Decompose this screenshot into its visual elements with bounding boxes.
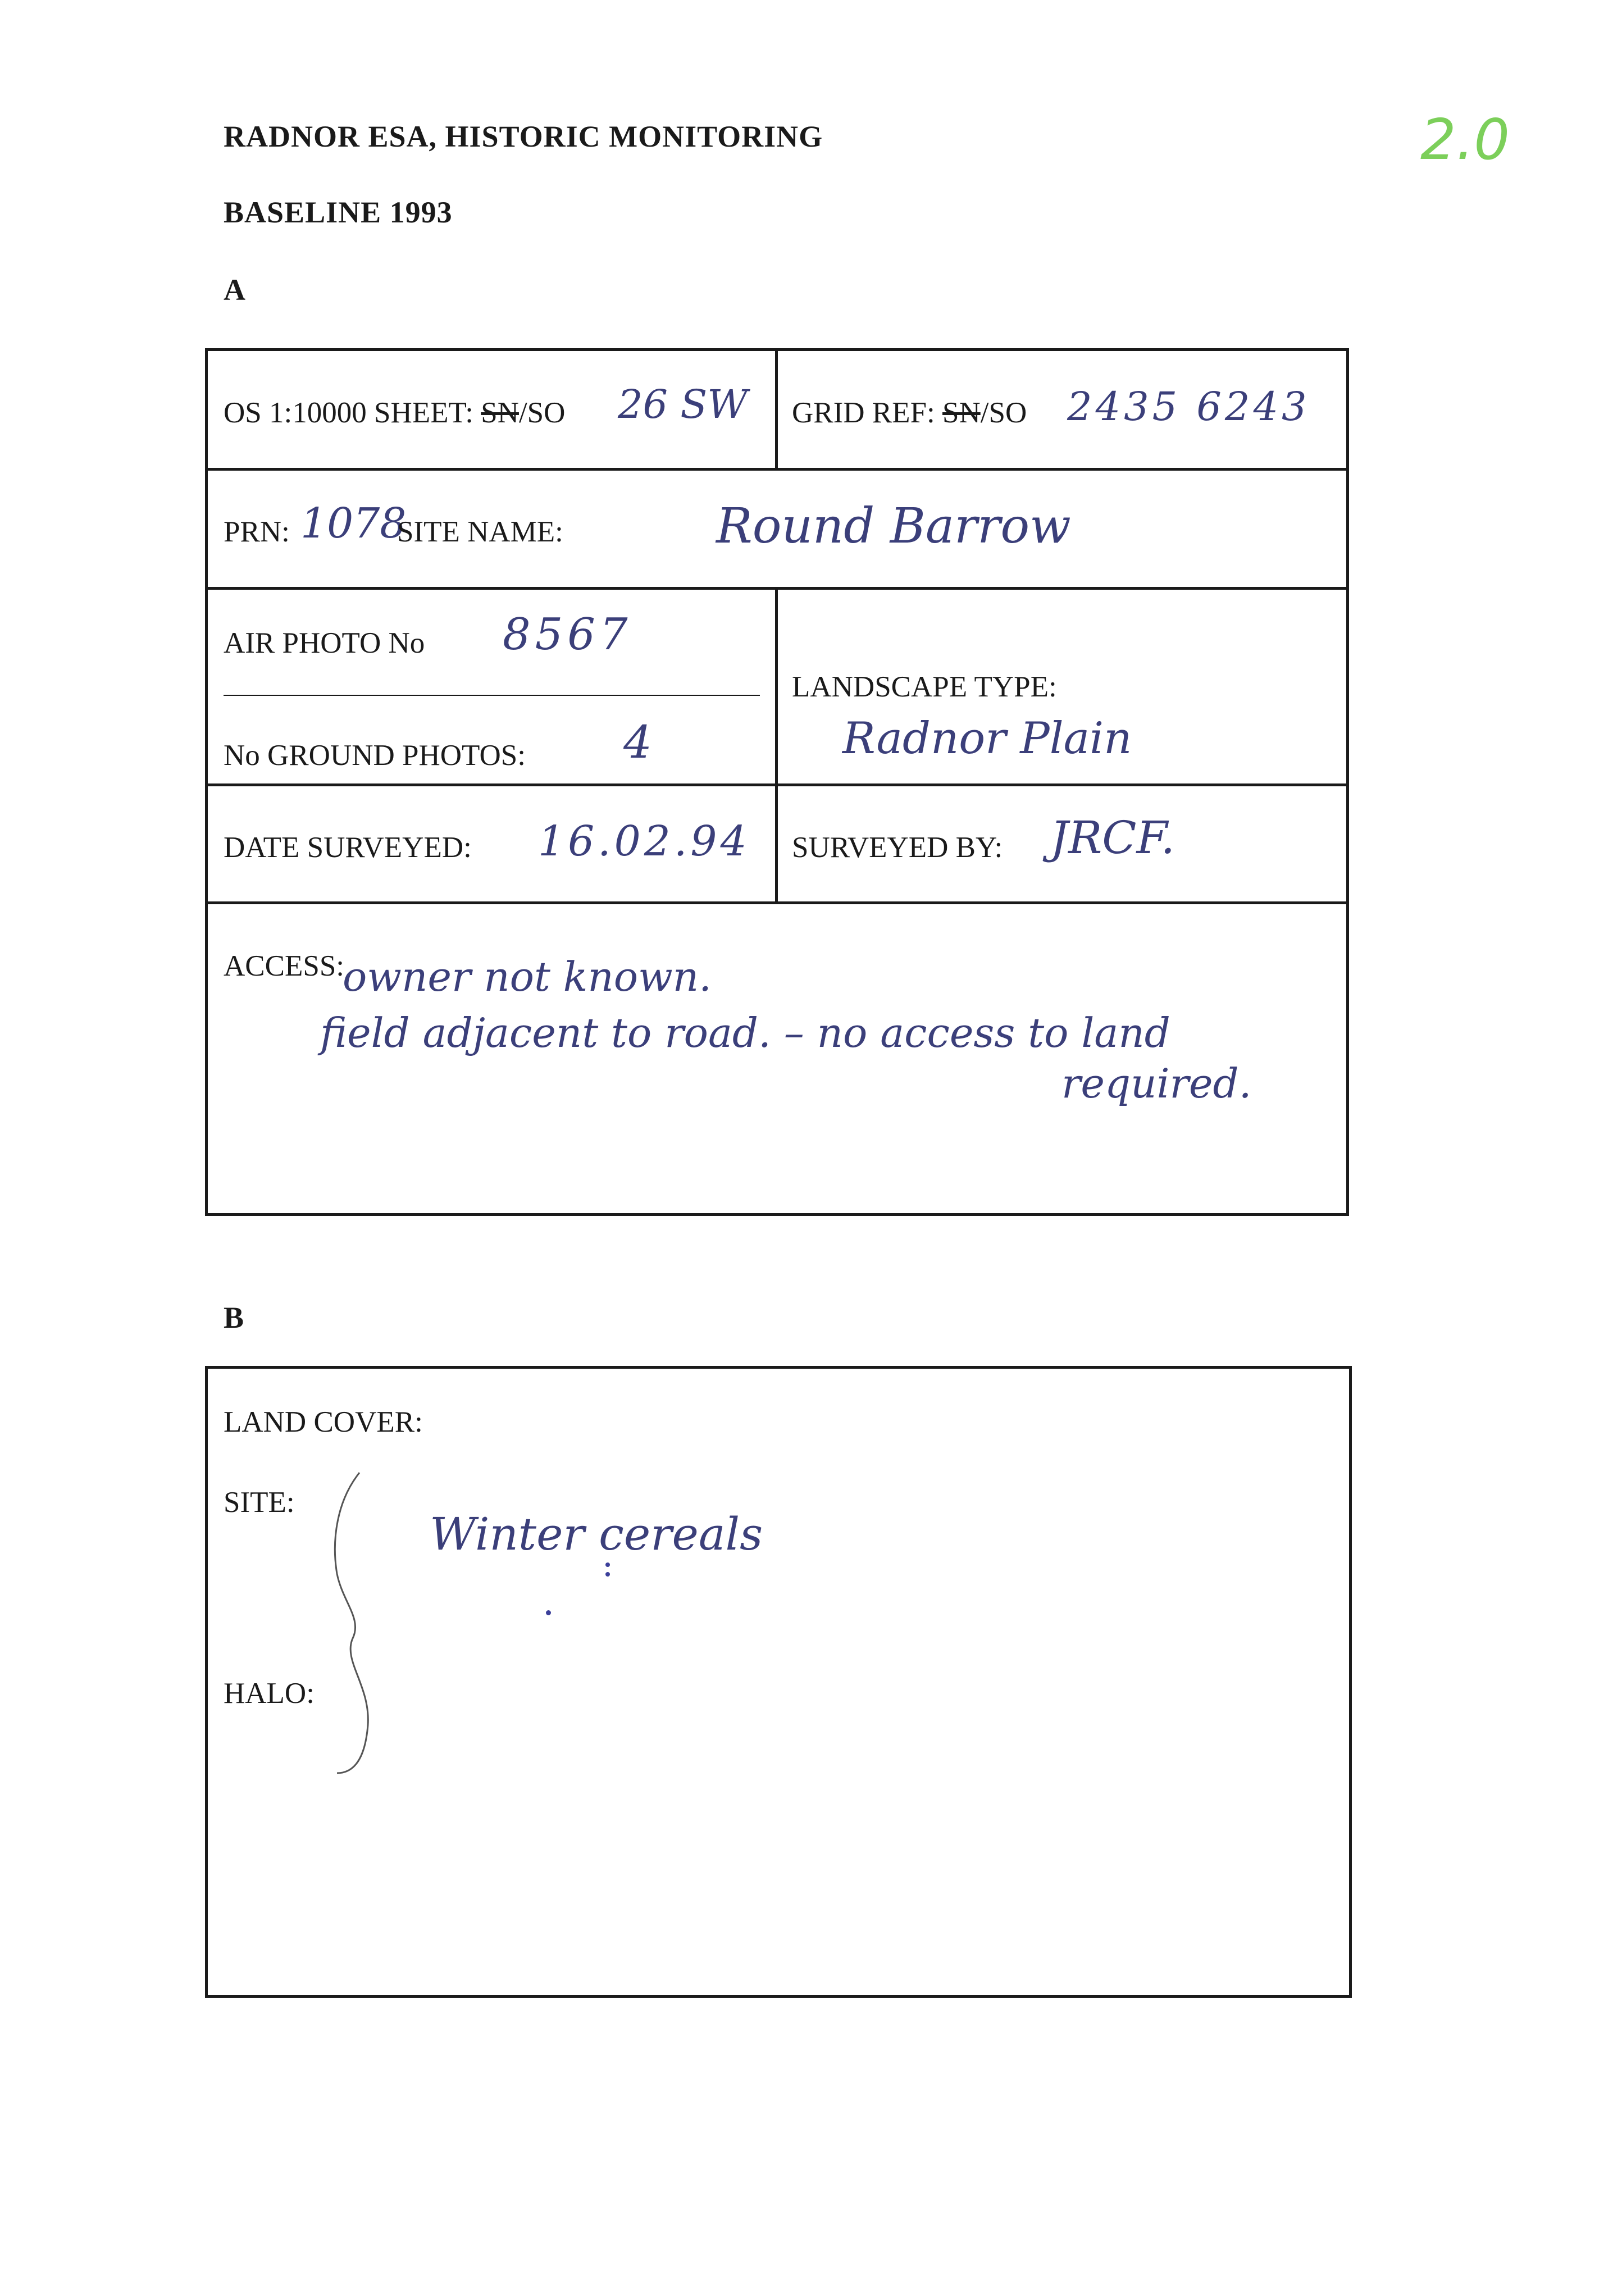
ink-dot	[605, 1562, 610, 1567]
site-name-label: SITE NAME:	[397, 516, 563, 548]
prn-value: 1078	[300, 499, 407, 548]
ground-photos-label: No GROUND PHOTOS:	[224, 739, 526, 772]
os-sheet-prefix: /SO	[518, 397, 566, 429]
divider	[775, 351, 778, 468]
ink-dot	[605, 1572, 610, 1577]
ground-photos-value: 4	[623, 716, 652, 768]
landscape-type-label: LANDSCAPE TYPE:	[792, 671, 1057, 703]
landscape-type-value: Radnor Plain	[842, 713, 1132, 764]
os-sheet-prefix-struck: SN	[481, 397, 519, 429]
divider	[208, 468, 1346, 471]
access-line-1: owner not known.	[343, 953, 712, 1000]
brace-mark	[320, 1467, 399, 1782]
access-label: ACCESS:	[224, 950, 345, 982]
divider	[775, 587, 778, 901]
land-cover-label: LAND COVER:	[224, 1406, 423, 1438]
ink-dot	[546, 1610, 551, 1615]
grid-ref-field	[792, 396, 1027, 430]
air-photo-value: 8567	[503, 609, 632, 660]
os-sheet-field	[224, 396, 565, 430]
site-label: SITE:	[224, 1486, 295, 1519]
grid-ref-label: GRID REF:	[792, 397, 935, 429]
halo-label: HALO:	[224, 1677, 315, 1710]
grid-ref-value: 2435 6243	[1067, 384, 1310, 430]
surveyed-by-value: JRCF.	[1050, 812, 1175, 864]
access-line-3: required.	[1061, 1060, 1252, 1107]
surveyed-by-label: SURVEYED BY:	[792, 831, 1003, 864]
section-a-box	[205, 348, 1349, 1216]
os-sheet-value: 26 SW	[618, 381, 748, 427]
date-surveyed-label: DATE SURVEYED:	[224, 831, 472, 864]
divider	[208, 901, 1346, 904]
section-b-heading: B	[224, 1301, 245, 1334]
grid-ref-prefix: /SO	[980, 397, 1027, 429]
site-name-value: Round Barrow	[716, 498, 1071, 554]
access-line-2: field adjacent to road. – no access to land	[320, 1009, 1170, 1056]
section-a-heading: A	[224, 273, 246, 307]
baseline-heading: BASELINE 1993	[224, 195, 453, 229]
prn-label: PRN:	[224, 516, 290, 548]
grid-ref-prefix-struck: SN	[942, 397, 981, 429]
section-b-box	[205, 1366, 1352, 1998]
air-photo-underline	[224, 695, 760, 696]
date-surveyed-value: 16.02.94	[538, 817, 750, 865]
os-sheet-label: OS 1:10000 SHEET:	[224, 397, 473, 429]
air-photo-label: AIR PHOTO No	[224, 627, 425, 659]
form-title: RADNOR ESA, HISTORIC MONITORING	[224, 120, 823, 153]
page-number: 2.0	[1420, 107, 1510, 172]
site-value: Winter cereals	[430, 1508, 763, 1560]
